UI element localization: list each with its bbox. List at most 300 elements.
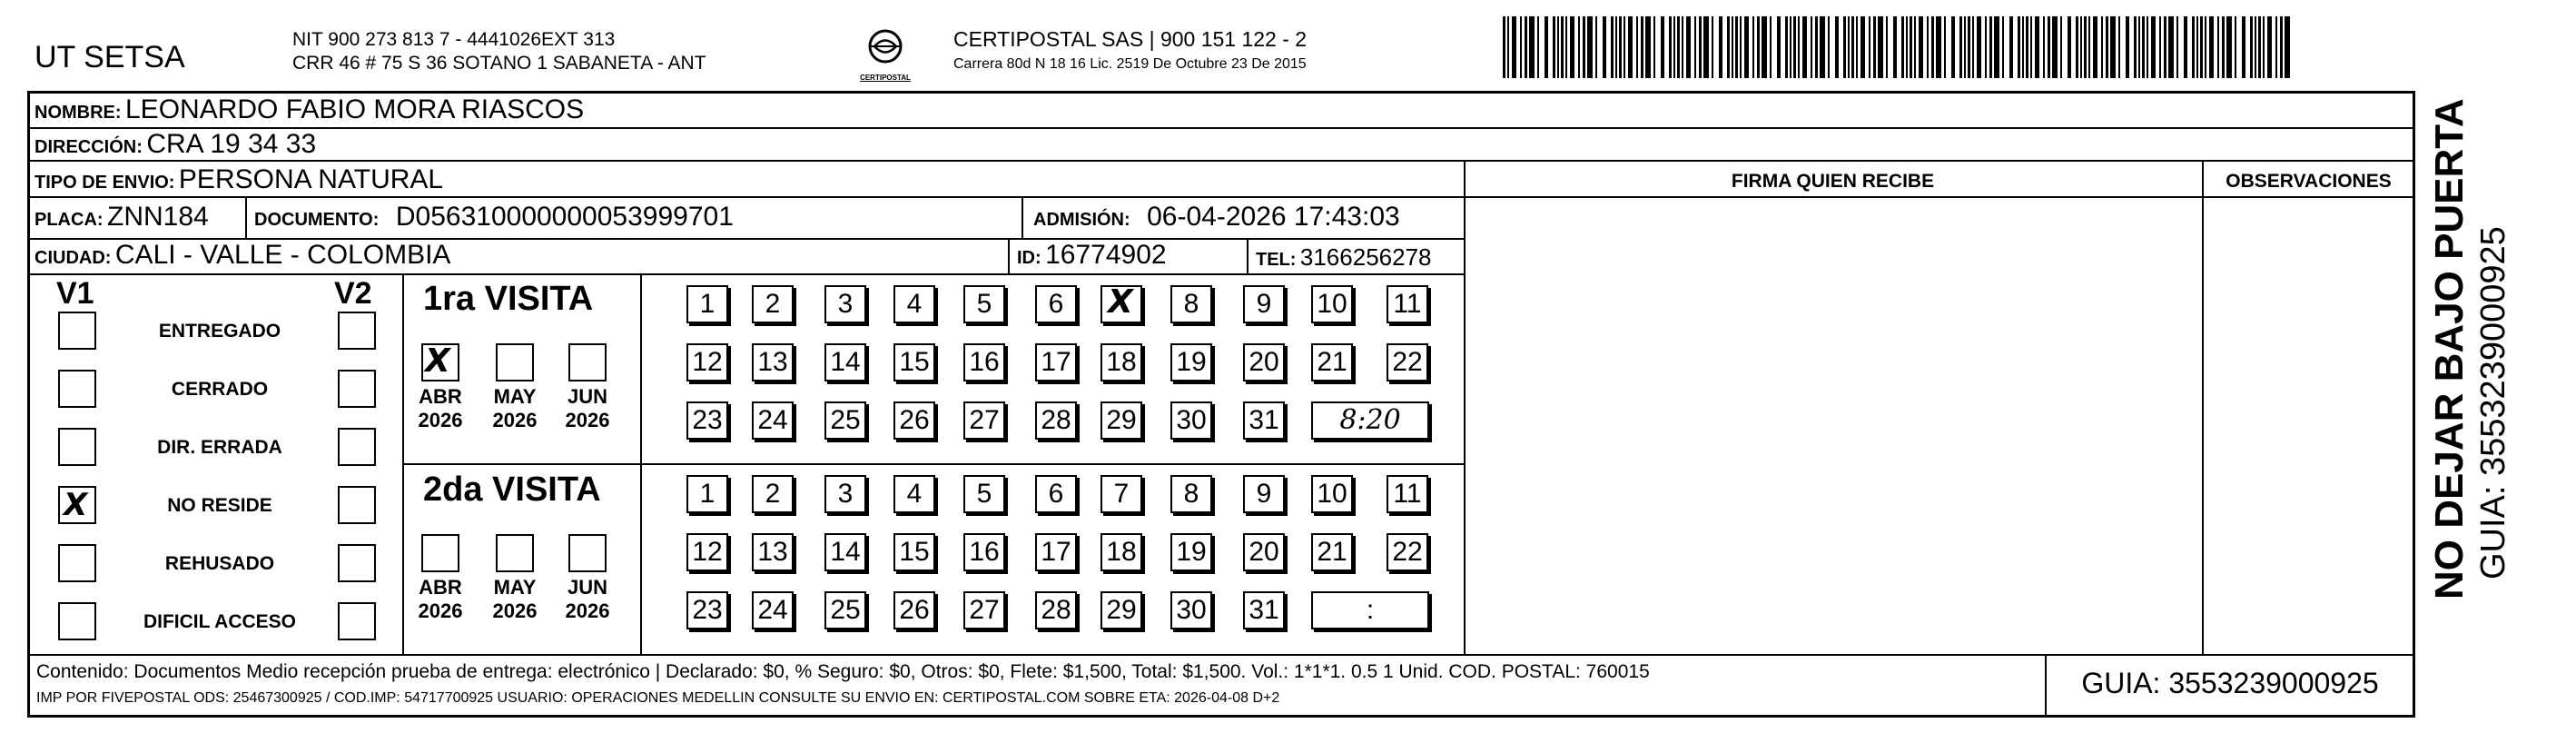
license-line: Carrera 80d N 18 16 Lic. 2519 De Octubre 23 De 2015 <box>953 56 1307 72</box>
month-checkbox <box>421 534 459 572</box>
time-box: : <box>1311 591 1429 629</box>
footer-guia: GUIA: 3553239000925 <box>2081 667 2379 699</box>
barcode-bar <box>1686 16 1691 78</box>
documento-value: D056310000000053999701 <box>395 202 734 232</box>
barcode-bar <box>2250 16 2253 78</box>
day-box: 22 <box>1387 533 1428 571</box>
barcode-bar <box>2009 16 2013 78</box>
barcode-bar <box>1860 16 1865 78</box>
barcode-bar <box>2118 16 2120 78</box>
day-box: 9 <box>1243 285 1285 323</box>
ciudad-label: CIUDAD: <box>35 248 112 268</box>
barcode-bar <box>1811 16 1812 78</box>
barcode-bar <box>2043 16 2045 78</box>
day-box: 7 <box>1100 475 1142 513</box>
barcode-bars <box>1503 16 2290 78</box>
barcode-bar <box>1959 16 1962 78</box>
barcode-bar <box>1977 16 1981 78</box>
day-box: 9 <box>1243 475 1285 513</box>
barcode-bar <box>1994 16 1999 78</box>
day-box: 19 <box>1170 533 1212 571</box>
day-box: 20 <box>1243 533 1285 571</box>
day-box: 16 <box>963 533 1005 571</box>
barcode-bar <box>1964 16 1966 78</box>
day-box: 28 <box>1035 401 1077 440</box>
v1-checkbox <box>58 370 96 408</box>
barcode-bar <box>1570 16 1574 78</box>
barcode-bar <box>1919 16 1923 78</box>
day-box: 31 <box>1243 591 1285 629</box>
second-visit-title: 2da VISITA <box>423 471 601 509</box>
barcode-bar <box>1520 16 1522 78</box>
barcode-bar <box>2255 16 2256 78</box>
barcode-bar <box>1587 16 1593 78</box>
status-label: ENTREGADO <box>158 321 281 342</box>
barcode-bar <box>2267 16 2272 78</box>
barcode-bar <box>1820 16 1825 78</box>
barcode-bar <box>1886 16 1888 78</box>
time-box: 8:20 <box>1311 401 1429 440</box>
day-box: 14 <box>824 533 866 571</box>
month-label <box>413 576 468 624</box>
status-label: NO RESIDE <box>167 495 272 516</box>
barcode-bar <box>2184 16 2187 78</box>
day-box: 24 <box>752 591 794 629</box>
divider-days <box>640 273 642 654</box>
divider-admision <box>1022 196 1023 238</box>
day-box: 25 <box>824 591 866 629</box>
v2-checkbox <box>338 602 376 640</box>
barcode-bar <box>1802 16 1807 78</box>
barcode-bar <box>1951 16 1955 78</box>
tel-cell <box>1256 245 1432 269</box>
barcode-bar <box>2052 16 2058 78</box>
v1-checkbox <box>58 312 96 350</box>
v2-checkbox <box>338 428 376 466</box>
day-box: 11 <box>1387 285 1428 323</box>
day-box: 10 <box>1311 285 1353 323</box>
month-year: 2026 <box>418 409 463 432</box>
barcode-bar <box>1752 16 1754 78</box>
barcode-bar <box>1565 16 1567 78</box>
v1-checkbox <box>58 544 96 582</box>
nombre-label: NOMBRE: <box>35 103 122 123</box>
day-box: 29 <box>1100 401 1142 440</box>
day-box: 10 <box>1311 475 1353 513</box>
divider-placa <box>245 196 247 238</box>
month-name: ABR <box>419 385 462 408</box>
barcode-bar <box>2192 16 2195 78</box>
v2-checkbox <box>338 370 376 408</box>
barcode-bar <box>2018 16 2020 78</box>
barcode-bar <box>2068 16 2071 78</box>
ciudad-value: CALI - VALLE - COLOMBIA <box>114 240 451 270</box>
barcode-bar <box>1793 16 1796 78</box>
barcode-bar <box>2200 16 2203 78</box>
barcode-bar <box>2022 16 2024 78</box>
barcode-bar <box>1910 16 1912 78</box>
v2-checkbox <box>338 486 376 524</box>
v1-label: V1 <box>56 276 94 311</box>
day-box: 1 <box>686 475 728 513</box>
id-value: 16774902 <box>1045 240 1167 270</box>
barcode-bar <box>1595 16 1597 78</box>
placa-label: PLACA: <box>35 210 104 230</box>
day-box: 21 <box>1311 343 1353 381</box>
barcode-bar <box>1703 16 1709 78</box>
day-box: 11 <box>1387 475 1428 513</box>
day-box: 28 <box>1035 591 1077 629</box>
month-name: JUN <box>567 576 607 599</box>
side-warning: NO DEJAR BAJO PUERTA <box>2427 98 2472 599</box>
month-label <box>560 385 615 433</box>
barcode-bar <box>1603 16 1606 78</box>
barcode-bar <box>2209 16 2214 78</box>
day-box: 13 <box>752 343 794 381</box>
day-box: 5 <box>963 285 1005 323</box>
day-box: 4 <box>893 285 935 323</box>
v2-checkbox <box>338 544 376 582</box>
status-label: DIR. ERRADA <box>157 437 282 458</box>
month-name: MAY <box>493 576 537 599</box>
month-year: 2026 <box>565 599 610 623</box>
rule-columns <box>1464 196 2415 198</box>
rule-ciudad <box>27 273 1464 275</box>
footer-contenido: Contenido: Documentos Medio recepción prueba de entrega: electrónico | Declarado: $0, % Seguro: $0, Otros: $0, Flete: $1,500, Total: $1,500. Vol.: 1*1*1. 0.5 1 Unid. COD. POSTAL: 760015 <box>36 661 1650 682</box>
tipo-label: TIPO DE ENVIO: <box>35 173 175 193</box>
barcode-bar <box>1673 16 1675 78</box>
nombre-row <box>35 96 584 124</box>
barcode-bar <box>1893 16 1897 78</box>
barcode-bar <box>2126 16 2129 78</box>
month-year: 2026 <box>492 599 538 623</box>
divider-firma <box>1464 160 1466 654</box>
barcode-bar <box>1770 16 1772 78</box>
month-name: ABR <box>419 576 462 599</box>
day-box: 13 <box>752 533 794 571</box>
day-box: 19 <box>1170 343 1212 381</box>
barcode-bar <box>1851 16 1854 78</box>
divider-tel <box>1247 238 1249 273</box>
barcode-bar <box>1561 16 1564 78</box>
barcode-bar <box>1653 16 1655 78</box>
barcode-bar <box>1719 16 1722 78</box>
day-box: 30 <box>1170 401 1212 440</box>
month-label <box>488 576 542 624</box>
day-box: 3 <box>824 285 866 323</box>
barcode-bar <box>1557 16 1559 78</box>
barcode-bar <box>1735 16 1738 78</box>
firma-header: FIRMA QUIEN RECIBE <box>1731 171 1935 192</box>
address-line: CRR 46 # 75 S 36 SOTANO 1 SABANETA - ANT <box>292 53 706 74</box>
divider-observaciones <box>2202 160 2204 654</box>
barcode-bar <box>1661 16 1664 78</box>
barcode-bar <box>1727 16 1730 78</box>
divider-id <box>1008 238 1010 273</box>
barcode-bar <box>1944 16 1946 78</box>
barcode-bar <box>1835 16 1839 78</box>
barcode-bar <box>1578 16 1580 78</box>
barcode-bar <box>2275 16 2277 78</box>
barcode <box>1503 16 2302 78</box>
day-box: 29 <box>1100 591 1142 629</box>
barcode-bar <box>1901 16 1904 78</box>
v2-checkbox <box>338 312 376 350</box>
id-label: ID: <box>1017 248 1041 268</box>
barcode-bar <box>2030 16 2032 78</box>
barcode-bar <box>2176 16 2178 78</box>
day-box: 5 <box>963 475 1005 513</box>
direccion-value: CRA 19 34 33 <box>146 129 317 159</box>
day-box: 23 <box>686 591 728 629</box>
rule-direccion <box>27 160 2415 162</box>
barcode-bar <box>2142 16 2145 78</box>
barcode-bar <box>1583 16 1585 78</box>
barcode-bar <box>2134 16 2137 78</box>
day-box: 24 <box>752 401 794 440</box>
day-box: 18 <box>1100 343 1142 381</box>
day-box: 15 <box>893 533 935 571</box>
barcode-bar <box>2217 16 2219 78</box>
barcode-bar <box>2205 16 2206 78</box>
day-box: 15 <box>893 343 935 381</box>
barcode-bar <box>2222 16 2225 78</box>
day-box: 22 <box>1387 343 1428 381</box>
month-year: 2026 <box>418 599 463 623</box>
day-box: 4 <box>893 475 935 513</box>
barcode-bar <box>1989 16 1992 78</box>
documento-cell <box>254 203 734 231</box>
barcode-bar <box>2196 16 2198 78</box>
day-box: 12 <box>686 343 728 381</box>
barcode-bar <box>1869 16 1870 78</box>
day-box: 26 <box>893 591 935 629</box>
tipo-value: PERSONA NATURAL <box>178 164 444 194</box>
barcode-bar <box>1878 16 1883 78</box>
barcode-bar <box>2263 16 2265 78</box>
barcode-bar <box>2088 16 2090 78</box>
barcode-bar <box>2002 16 2004 78</box>
month-checkbox <box>568 343 607 381</box>
month-label <box>560 576 615 624</box>
month-year: 2026 <box>492 409 538 432</box>
barcode-bar <box>2084 16 2087 78</box>
barcode-bar <box>1619 16 1622 78</box>
barcode-bar <box>2060 16 2062 78</box>
barcode-bar <box>2147 16 2148 78</box>
v1-checkbox <box>58 428 96 466</box>
day-box: 6 <box>1035 285 1077 323</box>
month-label <box>488 385 542 433</box>
barcode-bar <box>1682 16 1683 78</box>
barcode-bar <box>1828 16 1830 78</box>
day-box: 12 <box>686 533 728 571</box>
admision-value: 06-04-2026 17:43:03 <box>1147 202 1400 232</box>
month-label <box>413 385 468 433</box>
rule-footer <box>27 654 2415 656</box>
barcode-bar <box>1611 16 1614 78</box>
certipostal-logo <box>858 27 913 82</box>
day-box: 16 <box>963 343 1005 381</box>
status-label: CERRADO <box>171 379 269 400</box>
tel-label: TEL: <box>1256 250 1297 270</box>
barcode-bar <box>2242 16 2245 78</box>
barcode-bar <box>2159 16 2161 78</box>
day-box: 17 <box>1035 533 1077 571</box>
barcode-bar <box>2076 16 2078 78</box>
barcode-bar <box>1985 16 1987 78</box>
barcode-bar <box>2280 16 2283 78</box>
day-box: 8 <box>1170 285 1212 323</box>
barcode-bar <box>1785 16 1788 78</box>
barcode-bar <box>1732 16 1733 78</box>
footer-imp: IMP POR FIVEPOSTAL ODS: 25467300925 / COD.IMP: 54717700925 USUARIO: OPERACIONES MEDELLIN CONSULTE SU ENVIO EN: CERTIPOSTAL.COM SOBRE ETA: 2026-04-08 D+2 <box>36 690 1280 706</box>
barcode-bar <box>1529 16 1535 78</box>
barcode-bar <box>2151 16 2156 78</box>
direccion-label: DIRECCIÓN: <box>35 137 143 157</box>
day-box: 20 <box>1243 343 1285 381</box>
barcode-bar <box>1906 16 1908 78</box>
barcode-bar <box>1972 16 1974 78</box>
barcode-bar <box>1512 16 1516 78</box>
day-box: 30 <box>1170 591 1212 629</box>
barcode-bar <box>1914 16 1916 78</box>
day-box: 2 <box>752 475 794 513</box>
status-label: DIFICIL ACCESO <box>143 611 296 632</box>
barcode-bar <box>1762 16 1767 78</box>
barcode-bar <box>1636 16 1638 78</box>
placa-value: ZNN184 <box>107 202 209 232</box>
admision-label: ADMISIÓN: <box>1033 210 1130 230</box>
month-year: 2026 <box>565 409 610 432</box>
barcode-bar <box>1815 16 1818 78</box>
placa-cell <box>35 203 209 231</box>
barcode-bar <box>2101 16 2103 78</box>
day-box: 23 <box>686 401 728 440</box>
barcode-bar <box>1545 16 1548 78</box>
first-visit-title: 1ra VISITA <box>423 280 594 318</box>
barcode-bar <box>1936 16 1941 78</box>
certipostal-logo-icon <box>858 27 913 69</box>
day-box: 27 <box>963 591 1005 629</box>
handwritten-check-mark: X <box>1108 283 1133 321</box>
barcode-bar <box>2168 16 2174 78</box>
barcode-bar <box>2048 16 2050 78</box>
divider-visits <box>402 273 404 654</box>
barcode-bar <box>1699 16 1702 78</box>
day-box: 26 <box>893 401 935 440</box>
barcode-bar <box>1843 16 1846 78</box>
barcode-bar <box>1641 16 1643 78</box>
barcode-bar <box>1757 16 1760 78</box>
barcode-bar <box>1968 16 1970 78</box>
logo-caption: CERTIPOSTAL <box>860 74 911 82</box>
nit-line: NIT 900 273 813 7 - 4441026EXT 313 <box>292 29 616 50</box>
day-box: 3 <box>824 475 866 513</box>
month-name: MAY <box>493 385 537 408</box>
day-box: 18 <box>1100 533 1142 571</box>
day-box: 27 <box>963 401 1005 440</box>
direccion-row <box>35 131 316 158</box>
month-checkbox <box>496 343 534 381</box>
day-box: 14 <box>824 343 866 381</box>
barcode-bar <box>2138 16 2140 78</box>
barcode-bar <box>1790 16 1791 78</box>
month-checkbox <box>496 534 534 572</box>
barcode-bar <box>1927 16 1929 78</box>
documento-label: DOCUMENTO: <box>254 210 380 230</box>
barcode-bar <box>1740 16 1742 78</box>
observaciones-header: OBSERVACIONES <box>2226 171 2392 192</box>
barcode-bar <box>1507 16 1509 78</box>
barcode-bar <box>1615 16 1617 78</box>
v2-label: V2 <box>334 276 372 311</box>
id-cell <box>1017 242 1167 269</box>
barcode-bar <box>1798 16 1800 78</box>
admision-cell <box>1033 203 1400 231</box>
day-box: 17 <box>1035 343 1077 381</box>
barcode-bar <box>1694 16 1696 78</box>
barcode-bar <box>1856 16 1858 78</box>
tel-value: 3166256278 <box>1299 243 1432 271</box>
barcode-bar <box>1669 16 1672 78</box>
barcode-bar <box>1744 16 1749 78</box>
day-box: 2 <box>752 285 794 323</box>
barcode-bar <box>1645 16 1651 78</box>
barcode-bar <box>2235 16 2236 78</box>
barcode-bar <box>1931 16 1934 78</box>
barcode-bar <box>1525 16 1527 78</box>
company-name: UT SETSA <box>35 40 185 74</box>
month-checkbox <box>568 534 607 572</box>
day-box: 21 <box>1311 533 1353 571</box>
barcode-bar <box>2110 16 2116 78</box>
barcode-bar <box>2035 16 2039 78</box>
barcode-bar <box>1503 16 1505 78</box>
barcode-bar <box>1537 16 1539 78</box>
barcode-bar <box>2164 16 2166 78</box>
day-box: 6 <box>1035 475 1077 513</box>
status-label: REHUSADO <box>164 553 275 574</box>
barcode-bar <box>1873 16 1876 78</box>
day-box: 25 <box>824 401 866 440</box>
nombre-value: LEONARDO FABIO MORA RIASCOS <box>125 94 585 124</box>
barcode-bar <box>2258 16 2261 78</box>
barcode-bar <box>1677 16 1680 78</box>
rule-nombre <box>27 127 2415 129</box>
barcode-bar <box>2093 16 2097 78</box>
handwritten-check-mark: X <box>425 342 450 380</box>
barcode-bar <box>2226 16 2232 78</box>
barcode-bar <box>1628 16 1633 78</box>
side-guia: GUIA: 3553239000925 <box>2474 226 2512 580</box>
day-box: 1 <box>686 285 728 323</box>
barcode-bar <box>2026 16 2028 78</box>
barcode-bar <box>2106 16 2108 78</box>
barcode-bar <box>1848 16 1850 78</box>
barcode-bar <box>2285 16 2290 78</box>
tipo-row <box>35 166 443 193</box>
barcode-bar <box>1712 16 1713 78</box>
day-box: 31 <box>1243 401 1285 440</box>
handwritten-check-mark: X <box>64 487 88 523</box>
barcode-bar <box>1624 16 1625 78</box>
certipostal-line: CERTIPOSTAL SAS | 900 151 122 - 2 <box>953 27 1308 51</box>
v1-checkbox <box>58 602 96 640</box>
barcode-bar <box>1777 16 1781 78</box>
day-box: 8 <box>1170 475 1212 513</box>
ciudad-cell <box>35 242 450 269</box>
